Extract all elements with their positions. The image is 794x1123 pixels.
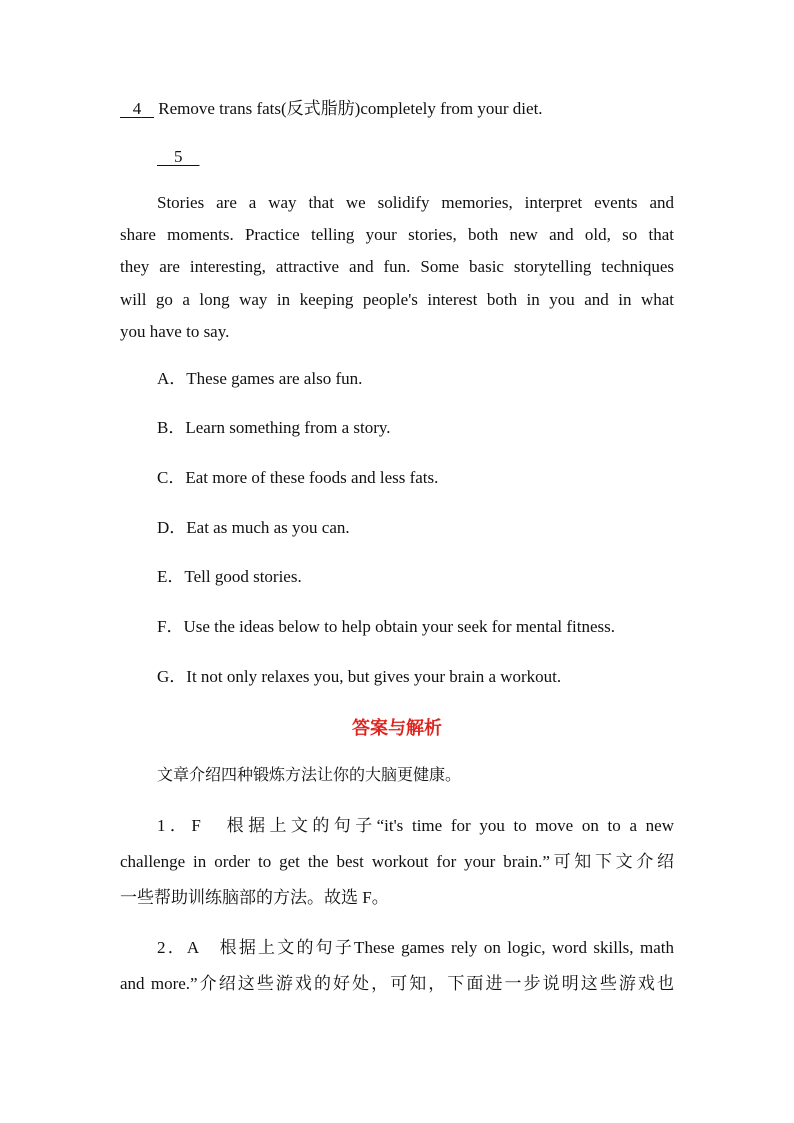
option-g xyxy=(157,667,674,687)
option-letter: F． xyxy=(157,617,184,636)
item-4-text: Remove trans fats(反式脂肪)completely from your diet. xyxy=(158,99,543,118)
option-letter: C． xyxy=(157,468,186,487)
option-c xyxy=(157,468,674,488)
option-letter: D． xyxy=(157,518,187,537)
option-e xyxy=(157,567,674,587)
option-b xyxy=(157,418,674,438)
option-text: Tell good stories. xyxy=(184,567,302,586)
option-text: Use the ideas below to help obtain your seek for mental fitness. xyxy=(183,617,615,636)
answer-line: challenge in order to get the best workout for your brain.”可知下文介绍 xyxy=(120,852,674,871)
option-f xyxy=(157,617,674,637)
paragraph-line: Stories are a way that we solidify memories, interpret events and xyxy=(157,193,674,212)
option-text: It not only relaxes you, but gives your brain a workout. xyxy=(186,667,562,686)
item-5-number-blank: 5 xyxy=(174,147,183,166)
item-5 xyxy=(157,147,674,167)
option-text: Eat more of these foods and less fats. xyxy=(185,468,439,487)
answers-title: 答案与解析 xyxy=(352,718,442,738)
answer-line: and more.”介绍这些游戏的好处，可知，下面进一步说明这些游戏也 xyxy=(120,974,674,993)
option-d xyxy=(157,518,674,538)
option-letter: B． xyxy=(157,418,186,437)
option-letter: G． xyxy=(157,667,187,686)
item-4-number-blank: 4 xyxy=(132,99,142,118)
answer-line: 一些帮助训练脑部的方法。故选 F。 xyxy=(120,888,389,907)
option-a xyxy=(157,369,674,389)
answer-line: 2．A 根据上文的句子These games rely on logic, word skills, math xyxy=(157,938,674,957)
paragraph-line: will go a long way in keeping people's interest both in you and in what xyxy=(120,290,674,309)
paragraph-line: they are interesting, attractive and fun. Some basic storytelling techniques xyxy=(120,257,674,276)
summary: 文章介绍四种锻炼方法让你的大脑更健康。 xyxy=(157,765,462,784)
option-text: Learn something from a story. xyxy=(185,418,391,437)
option-text: These games are also fun. xyxy=(186,369,363,388)
paragraph-line: share moments. Practice telling your stories, both new and old, so that xyxy=(120,225,674,244)
paragraph-line: you have to say. xyxy=(120,322,230,341)
option-letter: E． xyxy=(157,567,185,586)
item-4 xyxy=(120,99,674,119)
answer-line: 1．F 根据上文的句子“it's time for you to move on to a new xyxy=(157,816,674,835)
option-letter: A． xyxy=(157,369,187,388)
option-text: Eat as much as you can. xyxy=(186,518,350,537)
